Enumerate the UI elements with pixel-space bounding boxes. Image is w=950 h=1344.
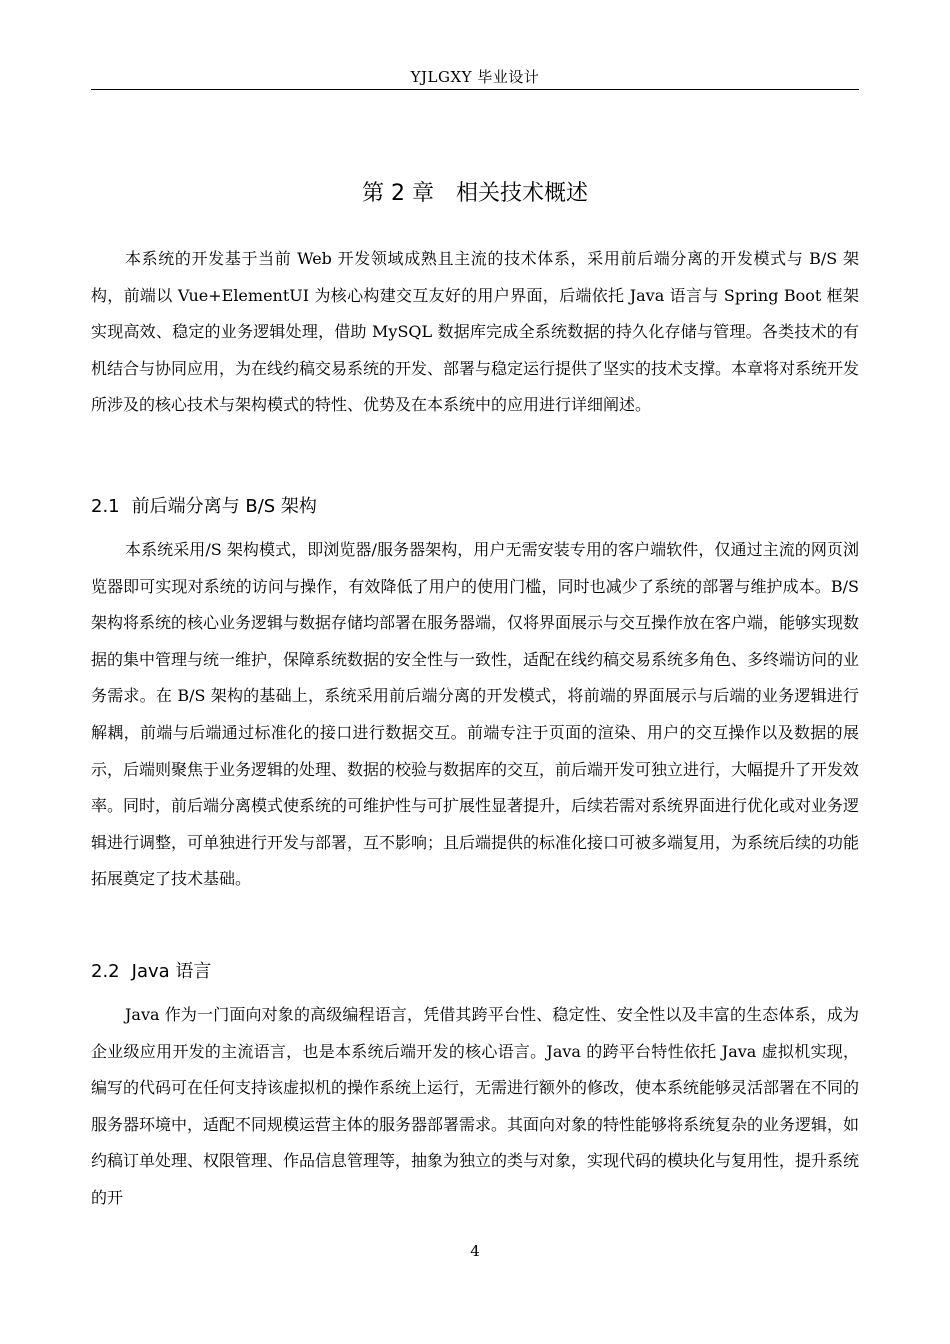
section-heading-2-1 bbox=[91, 493, 859, 521]
chapter-name: 相关技术概述 bbox=[455, 181, 588, 206]
section-title-text: Java 语言 bbox=[131, 961, 212, 982]
header-rule bbox=[91, 89, 859, 90]
section-2-1-paragraph: 本系统采用/S 架构模式，即浏览器/服务器架构，用户无需安装专用的客户端软件，仅通过主流的网页浏览器即可实现对系统的访问与操作，有效降低了用户的使用门槛，同时也减少了系统的部署与维护成本。B/S 架构将系统的核心业务逻辑与数据存储均部署在服务器端，仅将界面展示与交互操作放在客户端，能够实现数据的集中管理与统一维护，保障系统数据的安全性与一致性，适配在线约稿交易系统多角色、多终端访问的业务需求。在 B/S 架构的基础上，系统采用前后端分离的开发模式，将前端的界面展示与后端的业务逻辑进行解耦，前端与后端通过标准化的接口进行数据交互。前端专注于页面的渲染、用户的交互操作以及数据的展示，后端则聚焦于业务逻辑的处理、数据的校验与数据库的交互，前后端开发可独立进行，大幅提升了开发效率。同时，前后端分离模式使系统的可维护性与可扩展性显著提升，后续若需对系统界面进行优化或对业务逻辑进行调整，可单独进行开发与部署，互不影响；且后端提供的标准化接口可被多端复用，为系统后续的功能拓展奠定了技术基础。 bbox=[91, 540, 860, 889]
section-heading-2-2 bbox=[91, 958, 859, 986]
running-header: YJLGXY 毕业设计 bbox=[410, 68, 540, 86]
chapter-title bbox=[91, 178, 859, 210]
section-2-2-paragraph: Java 作为一门面向对象的高级编程语言，凭借其跨平台性、稳定性、安全性以及丰富的生态体系，成为企业级应用开发的主流语言，也是本系统后端开发的核心语言。Java 的跨平台特性依托 Java 虚拟机实现，编写的代码可在任何支持该虚拟机的操作系统上运行，无需进行额外的修改，使本系统能够灵活部署在不同的服务器环境中，适配不同规模运营主体的服务器部署需求。其面向对象的特性能够将系统复杂的业务逻辑，如约稿订单处理、权限管理、作品信息管理等，抽象为独立的类与对象，实现代码的模块化与复用性，提升系统的开 bbox=[91, 1005, 860, 1207]
section-title-text: 前后端分离与 B/S 架构 bbox=[131, 496, 317, 517]
chapter-number: 第 2 章 bbox=[362, 181, 434, 206]
section-number: 2.1 bbox=[91, 496, 120, 517]
intro-paragraph: 本系统的开发基于当前 Web 开发领域成熟且主流的技术体系，采用前后端分离的开发模式与 B/S 架构，前端以 Vue+ElementUI 为核心构建交互友好的用户界面，后端依托 Java 语言与 Spring Boot 框架实现高效、稳定的业务逻辑处理，借助 MySQL 数据库完成全系统数据的持久化存储与管理。各类技术的有机结合与协同应用，为在线约稿交易系统的开发、部署与稳定运行提供了坚实的技术支撑。本章将对系统开发所涉及的核心技术与架构模式的特性、优势及在本系统中的应用进行详细阐述。 bbox=[91, 249, 860, 415]
section-number: 2.2 bbox=[91, 961, 120, 982]
page-number: 4 bbox=[470, 1242, 480, 1260]
